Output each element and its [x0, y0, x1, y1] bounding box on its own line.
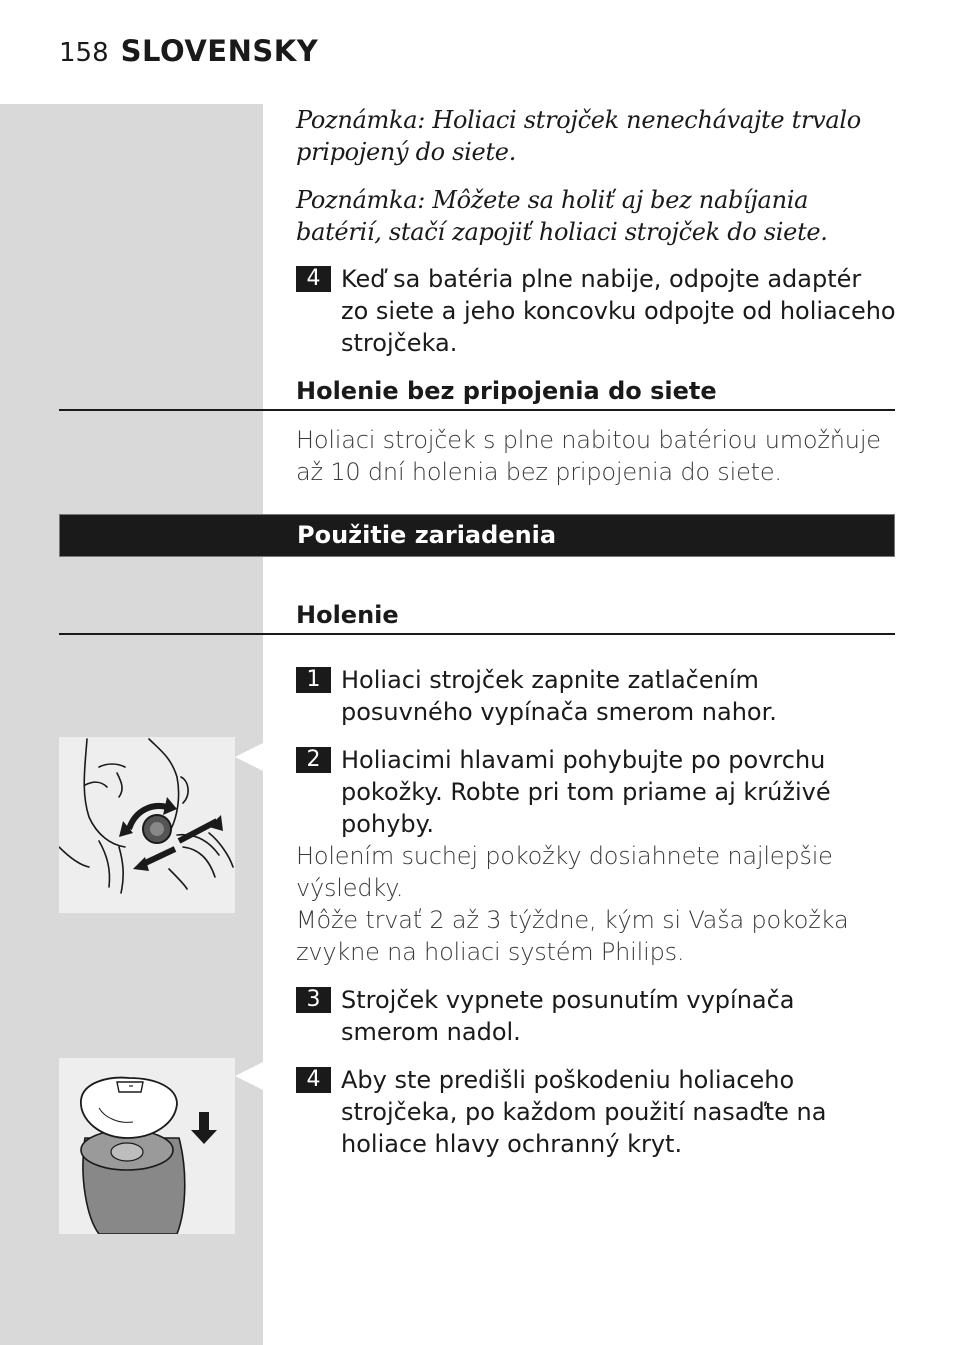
note-1: Poznámka: Holiaci strojček nenechávajte trvalo pripojený do siete. — [296, 106, 861, 166]
step-text: Holiaci strojček zapnite zatlačením posuvného vypínača smerom nahor. — [341, 666, 777, 726]
cordless-heading: Holenie bez pripojenia do siete — [296, 377, 717, 405]
page-header — [59, 34, 318, 68]
callout-pointer — [235, 743, 263, 771]
tip-line-2: Môže trvať 2 až 3 týždne, kým si Vaša pokožka zvykne na holiaci systém Philips. — [296, 906, 849, 966]
section-bar — [59, 514, 895, 557]
charging-step-4 — [296, 263, 896, 359]
shaving-face-icon — [59, 737, 235, 913]
shaving-step-4 — [296, 1064, 896, 1160]
step-number: 4 — [296, 266, 331, 292]
step-number: 4 — [296, 1067, 331, 1093]
step-text: Holiacimi hlavami pohybujte po povrchu pokožky. Robte pri tom priame aj krúživé pohyby. — [341, 746, 831, 838]
step-text: Aby ste predišli poškodeniu holiaceho strojčeka, po každom použití nasaďte na holiace hlavy ochranný kryt. — [341, 1066, 827, 1158]
callout-pointer — [235, 1062, 263, 1090]
shaving-step-1 — [296, 664, 896, 728]
shaving-heading: Holenie — [296, 601, 399, 629]
page-language: SLOVENSKY — [120, 34, 319, 68]
step-number: 3 — [296, 987, 331, 1013]
shaving-step-2 — [296, 744, 896, 840]
heading-rule — [59, 633, 895, 635]
cordless-text: Holiaci strojček s plne nabitou batériou umožňuje až 10 dní holenia bez pripojenia do siete. — [296, 426, 881, 486]
note-2: Poznámka: Môžete sa holiť aj bez nabíjania batérií, stačí zapojiť holiaci strojček do siete. — [296, 186, 828, 246]
step-text: Keď sa batéria plne nabije, odpojte adaptér zo siete a jeho koncovku odpojte od holiaceho strojčeka. — [341, 265, 896, 357]
step-text: Strojček vypnete posunutím vypínača smerom nadol. — [341, 986, 795, 1046]
protection-cap-icon — [59, 1058, 235, 1234]
page-number: 158 — [59, 38, 109, 68]
step-number: 2 — [296, 747, 331, 773]
shaving-step-3 — [296, 984, 896, 1048]
tip-line-1: Holením suchej pokožky dosiahnete najlepšie výsledky. — [296, 842, 833, 902]
section-title: Použitie zariadenia — [297, 521, 557, 549]
heading-rule — [59, 409, 895, 411]
step-number: 1 — [296, 667, 331, 693]
